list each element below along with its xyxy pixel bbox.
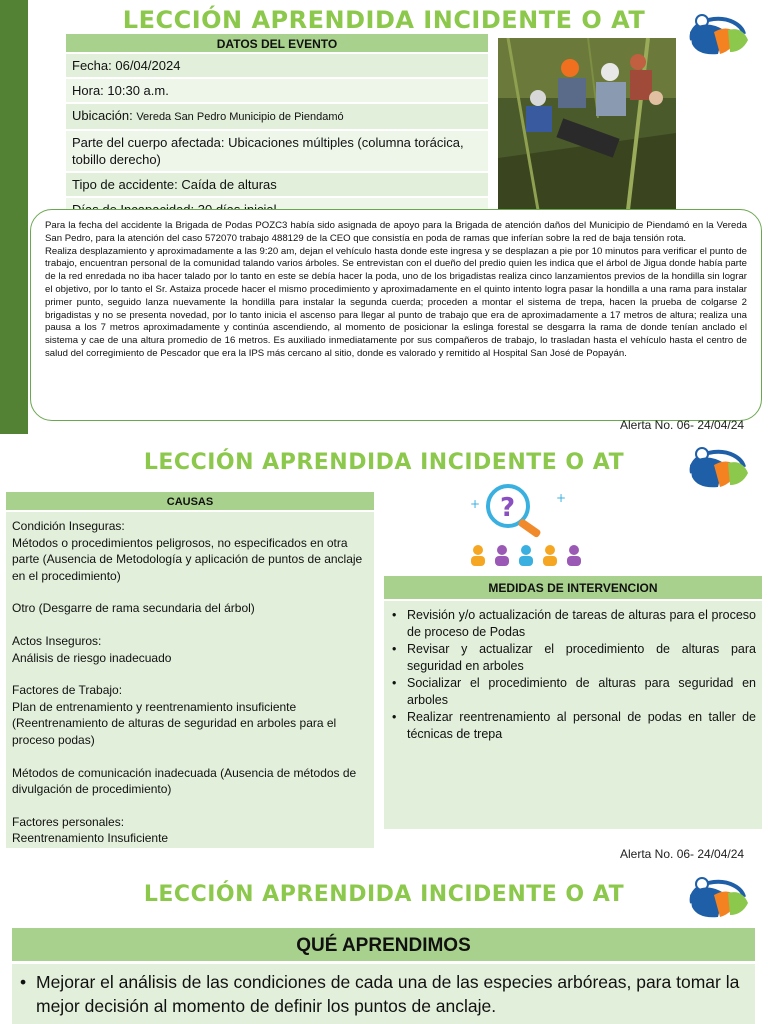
cause-line: Factores de Trabajo: <box>12 683 123 698</box>
section3-title: LECCIÓN APRENDIDA INCIDENTE O AT <box>143 882 625 907</box>
svg-text:+: + <box>556 491 567 505</box>
company-logo <box>684 873 754 923</box>
causes-body <box>6 512 374 848</box>
cause-line: Actos Inseguros: <box>12 633 102 648</box>
cause-line: Condición Inseguras: <box>12 519 125 533</box>
event-location <box>66 104 488 131</box>
event-time: Hora: 10:30 a.m. <box>66 79 488 104</box>
event-accident-type: Tipo de accidente: Caída de alturas <box>66 173 488 198</box>
measures-header: MEDIDAS DE INTERVENCION <box>384 576 762 601</box>
narrative-paragraph-1: Para la fecha del accidente la Brigada de Podas POZC3 había sido asignada de apoyo para la Brigada de atención daños del Municipio de Piendamó en la Vereda San Pedro, para la atención del caso 572070 trabajo 488129 de la CEO que consistía en poda de ramas que inferían sobre la red de baja tensión rota. <box>45 220 747 244</box>
learned-body <box>12 964 755 1024</box>
svg-text:+: + <box>470 497 481 511</box>
cause-line: Factores personales: <box>12 814 125 829</box>
svg-text:?: ? <box>500 493 516 523</box>
lessons-learned-table <box>12 928 755 1024</box>
cause-line: Plan de entrenamiento y reentrenamiento insuficiente (Reentrenamiento de alturas de seguridad en arboles para el proceso podas) <box>12 699 337 747</box>
location-label: Ubicación: <box>72 108 137 123</box>
incident-narrative <box>30 209 762 421</box>
measures-body <box>384 601 762 829</box>
location-value: Vereda San Pedro Municipio de Piendamó <box>136 111 344 123</box>
measure-item: • Revisar y actualizar el procedimiento de alturas para seguridad en arboles <box>390 641 756 675</box>
measure-item: • Socializar el procedimiento de alturas para seguridad en arboles <box>390 675 756 709</box>
incident-photo <box>498 38 676 210</box>
event-data-table <box>66 34 488 223</box>
section1-title: LECCIÓN APRENDIDA INCIDENTE O AT <box>122 6 646 34</box>
event-table-header: DATOS DEL EVENTO <box>66 34 488 54</box>
cause-line: Otro (Desgarre de rama secundaria del árbol) <box>12 601 255 616</box>
alert-number-1: Alerta No. 06- 24/04/24 <box>620 418 745 432</box>
event-body-part: Parte del cuerpo afectada: Ubicaciones múltiples (columna torácica, tobillo derecho) <box>66 131 488 173</box>
learned-item: • Mejorar el análisis de las condiciones de cada una de las especies arbóreas, para tomar la mejor decisión al momento de definir los puntos de anclaje. <box>20 970 747 1018</box>
cause-line: Métodos de comunicación inadecuada (Ausencia de métodos de divulgación de procedimiento) <box>12 765 357 797</box>
event-date: Fecha: 06/04/2024 <box>66 54 488 79</box>
causes-table <box>6 492 374 848</box>
company-logo <box>684 10 754 60</box>
left-accent-bar <box>0 0 28 434</box>
cause-line: Reentrenamiento Insuficiente <box>12 831 169 846</box>
alert-number-2: Alerta No. 06- 24/04/24 <box>620 847 745 861</box>
company-logo <box>684 443 754 493</box>
analysis-illustration <box>456 480 586 570</box>
section2-title: LECCIÓN APRENDIDA INCIDENTE O AT <box>143 450 625 475</box>
intervention-measures-table <box>384 576 762 829</box>
narrative-paragraph-2: Realiza desplazamiento y aproximadamente a las 9:20 am, dejan el vehículo hasta donde este ingresa y se desplazan a pie por 10 minutos para verificar el punto de trabajo, encuentran personal de la comunidad talando varios árboles. Se entrevistan con el dueño del predio quien les indica que el árbol de Jigua donde había parte de la red enredada no iba hacer talado por lo tanto en este se debía hacer la poda, uno de los brigadistas realiza cinco lanzamientos previos de la hondilla sin lograr el objetivo, por lo tanto el Sr. Astaiza procede hacer el mismo procedimiento y aproximadamente en el quinto intento logra pasar la hondilla a una rama para instalar primer punto, seguido lanza nuevamente la hondilla para instalar la segunda cuerda; proceden a montar el sistema de trepa, hacen la prueba de colgarse 2 brigadistas y no se presenta novedad, por lo tanto inicia el ascenso para llegar al punto de trabajo que era de aproximadamente a 17 metros de altura; realiza una pausa a los 7 metros aproximadamente y continúa ascendiendo, al momento de posicionar la eslinga forestal se desgarra la rama de donde tenían anclado el sistema y cae de una altura promedio de 16 metros. Es auxiliado inmediatamente por sus compañeros de trabajo, lo trasladan hasta el vehículo hasta el centro de salud del corregimiento de Pescador que era la IPS más cercano al sitio, donde es valorado y remitido al Hospital San José de Popayán. <box>45 245 747 359</box>
measure-item: • Revisión y/o actualización de tareas de alturas para el proceso de proceso de Podas <box>390 607 756 641</box>
causes-header: CAUSAS <box>6 492 374 512</box>
learned-header: QUÉ APRENDIMOS <box>12 928 755 964</box>
cause-line: Análisis de riesgo inadecuado <box>12 650 172 665</box>
cause-line: Métodos o procedimientos peligrosos, no especificados en otra parte (Ausencia de Metodología y aplicación de puntos de anclaje en el procedimiento) <box>12 535 363 583</box>
measure-item: • Realizar reentrenamiento al personal de podas en taller de técnicas de trepa <box>390 709 756 743</box>
